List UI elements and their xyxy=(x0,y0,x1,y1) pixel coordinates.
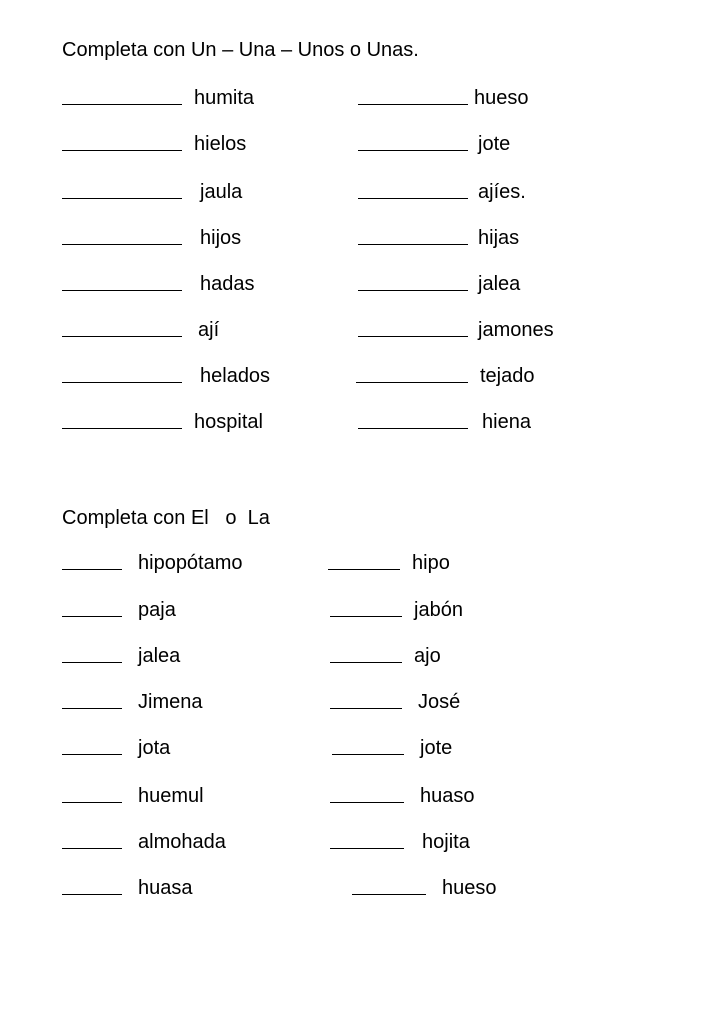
word-left: Jimena xyxy=(138,691,203,713)
word-left: ají xyxy=(198,319,220,341)
answer-blank[interactable] xyxy=(330,830,404,849)
section2-heading: Completa con El o La xyxy=(62,507,270,529)
word-left: hijos xyxy=(200,227,242,249)
answer-blank[interactable] xyxy=(62,318,182,337)
word-left: huemul xyxy=(138,785,204,807)
answer-blank[interactable] xyxy=(352,876,426,895)
answer-blank[interactable] xyxy=(330,690,402,709)
answer-blank[interactable] xyxy=(330,644,402,663)
answer-blank[interactable] xyxy=(62,410,182,429)
word-left: almohada xyxy=(138,831,226,853)
answer-blank[interactable] xyxy=(62,644,122,663)
word-right: tejado xyxy=(480,365,535,387)
answer-blank[interactable] xyxy=(62,876,122,895)
word-left: hipopótamo xyxy=(138,552,243,574)
word-right: hiena xyxy=(482,411,531,433)
answer-blank[interactable] xyxy=(358,318,468,337)
word-left: jaula xyxy=(200,181,243,203)
word-right: hojita xyxy=(422,831,470,853)
word-left: hielos xyxy=(194,133,247,155)
answer-blank[interactable] xyxy=(356,364,468,383)
answer-blank[interactable] xyxy=(62,690,122,709)
answer-blank[interactable] xyxy=(62,784,122,803)
answer-blank[interactable] xyxy=(62,830,122,849)
word-left: hospital xyxy=(194,411,263,433)
word-right: jabón xyxy=(414,599,463,621)
answer-blank[interactable] xyxy=(358,272,468,291)
answer-blank[interactable] xyxy=(62,551,122,570)
word-right: José xyxy=(418,691,461,713)
word-right: hijas xyxy=(478,227,520,249)
word-right: ajíes. xyxy=(478,181,526,203)
answer-blank[interactable] xyxy=(62,736,122,755)
answer-blank[interactable] xyxy=(62,226,182,245)
word-left: jota xyxy=(138,737,171,759)
answer-blank[interactable] xyxy=(358,410,468,429)
answer-blank[interactable] xyxy=(62,132,182,151)
answer-blank[interactable] xyxy=(358,132,468,151)
answer-blank[interactable] xyxy=(62,364,182,383)
word-left: jalea xyxy=(138,645,181,667)
word-left: paja xyxy=(138,599,176,621)
answer-blank[interactable] xyxy=(330,784,404,803)
answer-blank[interactable] xyxy=(358,226,468,245)
word-left: huasa xyxy=(138,877,193,899)
word-right: hipo xyxy=(412,552,450,574)
word-left: humita xyxy=(194,87,255,109)
word-right: ajo xyxy=(414,645,441,667)
answer-blank[interactable] xyxy=(62,598,122,617)
answer-blank[interactable] xyxy=(358,180,468,199)
word-right: hueso xyxy=(474,87,529,109)
answer-blank[interactable] xyxy=(62,272,182,291)
answer-blank[interactable] xyxy=(328,551,400,570)
word-right: jote xyxy=(420,737,453,759)
word-left: hadas xyxy=(200,273,255,295)
word-right: hueso xyxy=(442,877,497,899)
answer-blank[interactable] xyxy=(358,86,468,105)
answer-blank[interactable] xyxy=(62,180,182,199)
word-right: jalea xyxy=(478,273,521,295)
word-left: helados xyxy=(200,365,271,387)
answer-blank[interactable] xyxy=(332,736,404,755)
section1-heading: Completa con Un – Una – Unos o Unas. xyxy=(62,39,419,61)
word-right: jamones xyxy=(478,319,554,341)
answer-blank[interactable] xyxy=(62,86,182,105)
word-right: jote xyxy=(478,133,511,155)
answer-blank[interactable] xyxy=(330,598,402,617)
word-right: huaso xyxy=(420,785,475,807)
